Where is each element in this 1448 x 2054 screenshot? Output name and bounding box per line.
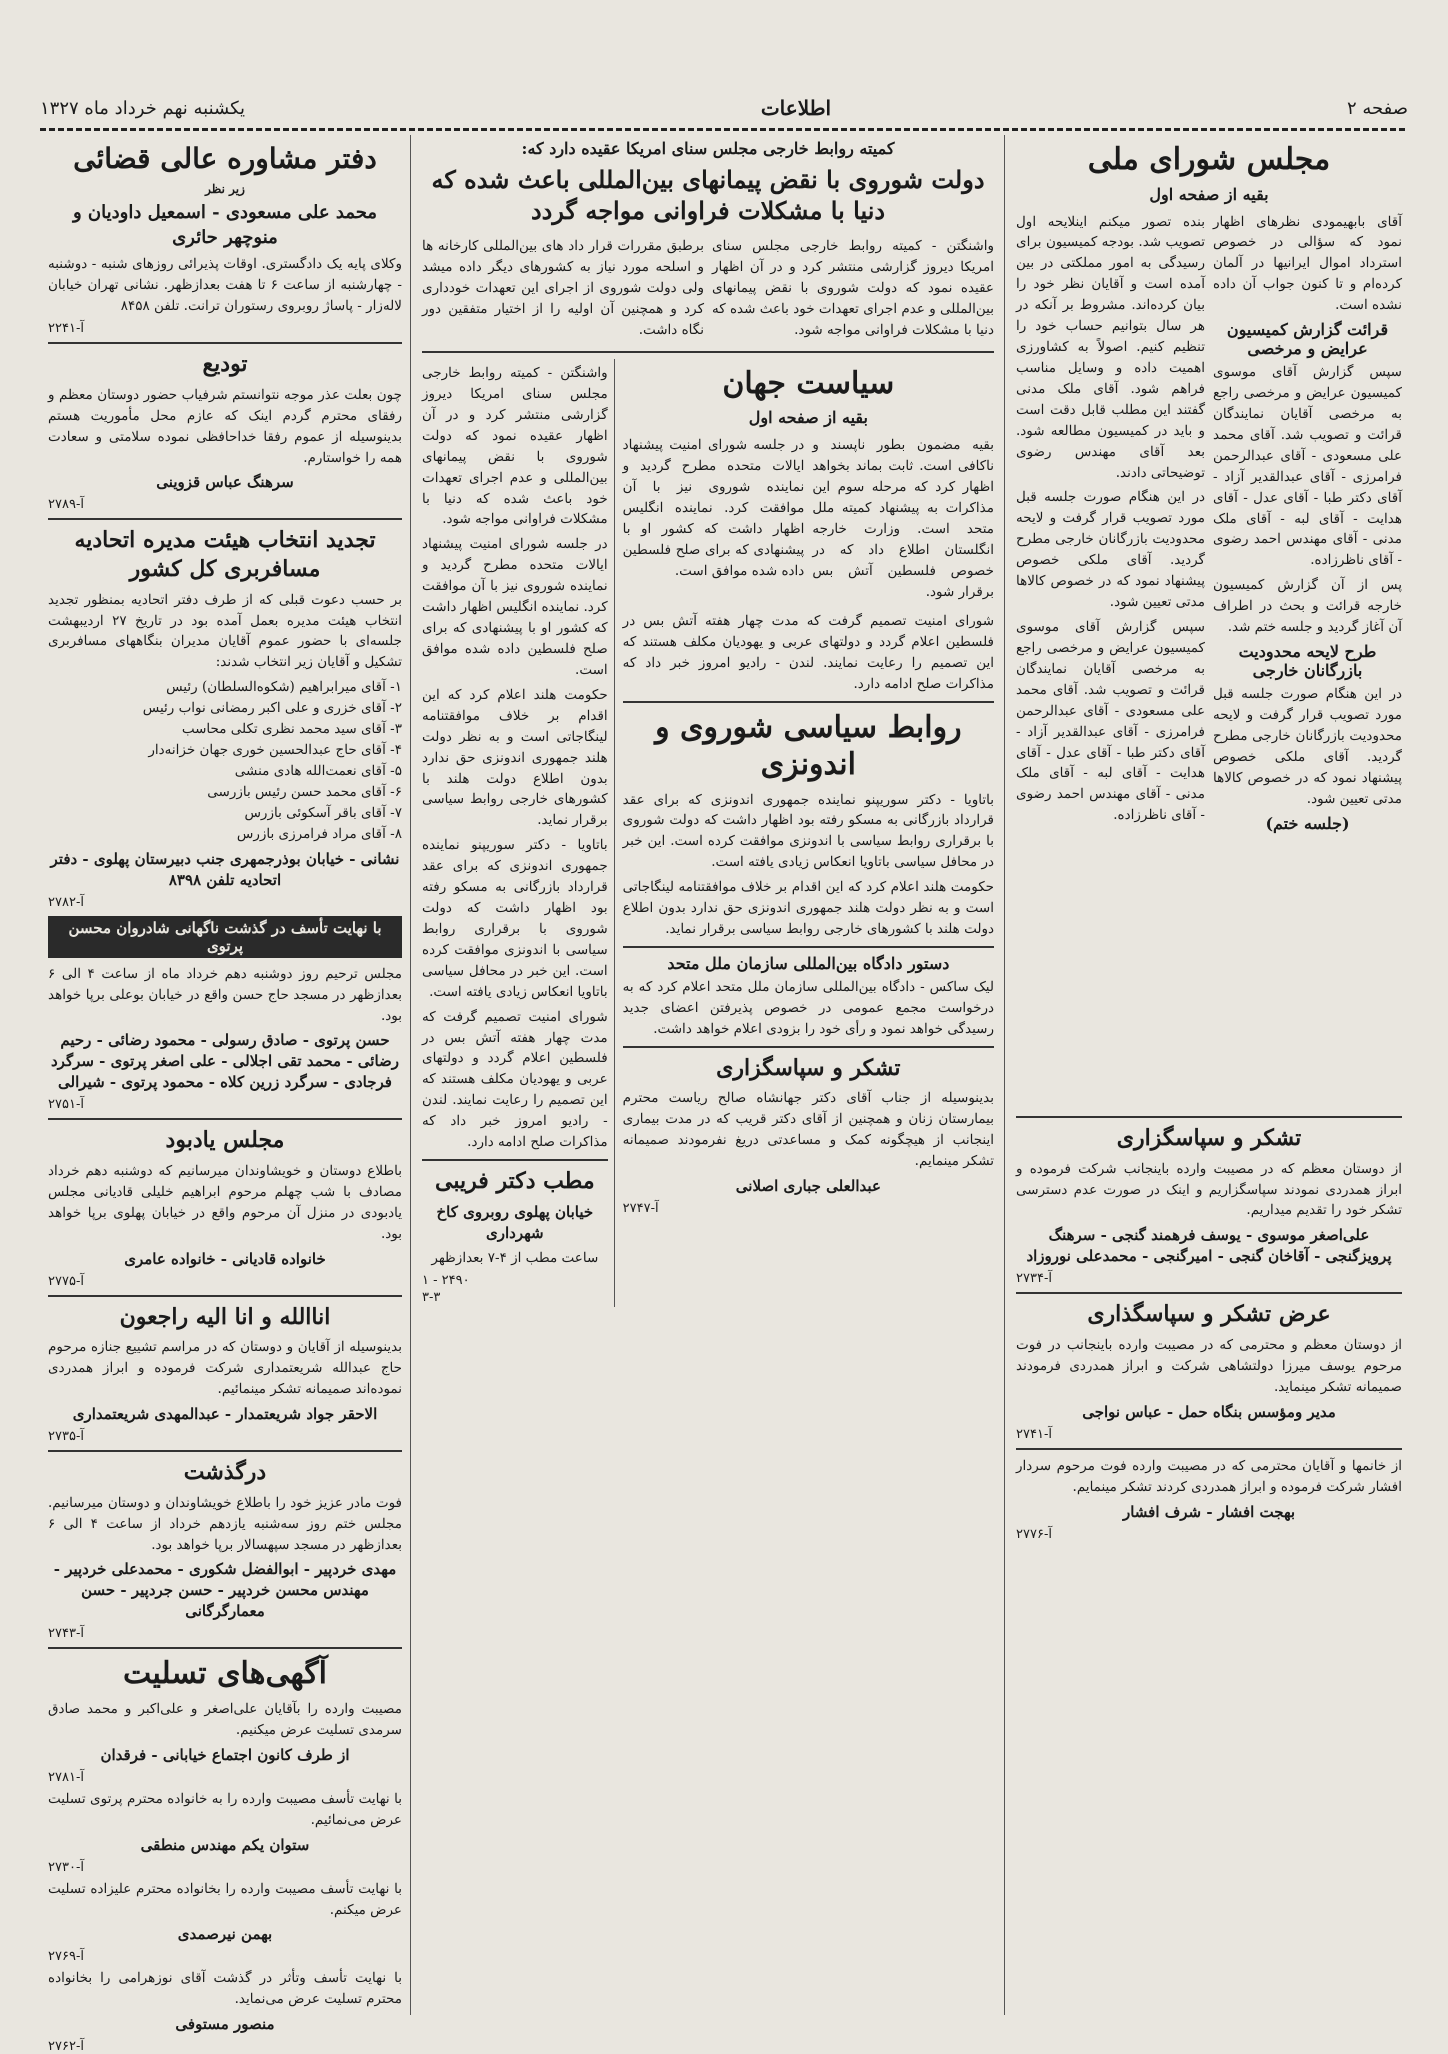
inna-title: اناالله و انا الیه راجعون [119, 1303, 331, 1330]
parliament-sub-1: قرائت گزارش کمیسیون عرایض و مرخصی [1226, 320, 1389, 359]
inna-code: آ-۲۷۳۵ [48, 1429, 84, 1445]
world-news-column [416, 135, 1000, 2015]
condolence-4-sign: منصور مستوفی [175, 2015, 275, 2034]
clinic-hours: ساعت مطب از ۴-۷ بعدازظهر [431, 1249, 599, 1266]
indonesia-body-d: باتاویا - دکتر سوریپنو نماینده جمهوری اندونزی که برای عقد قرارداد بازرگانی به مسکو رفته بود اظهار داشت که دولت شوروی با برقراری روابط سیاسی با اندونزی موافقت کرده است. این خبر در محافل سیاسی باتاویا انعکاس زیادی یافته است. [622, 791, 994, 871]
center-thanks-title: تشکر و سپاسگزاری [716, 1054, 901, 1081]
mourning-body: مجلس ترحیم روز دوشنبه دهم خرداد ماه از ساعت ۴ الی ۶ بعدازظهر در مسجد حاج حسن واقع در خیابان بوعلی برپا خواهد بود. [48, 965, 402, 1024]
memorial-body: باطلاع دوستان و خویشاوندان میرسانیم که دوشنبه دهم خرداد مصادف با شب چهلم مرحوم ابراهیم خلیلی قادیانی مجلس یادبودی در منزل آن مرحوم واقع در خیابان پهلوی برپا خواهد بود. [48, 1163, 402, 1242]
world-side-body-3: حکومت هلند اعلام کرد که این اقدام بر خلاف موافقتنامه لینگاجاتی است و به نظر دولت هلند جمهوری اندونزی حق ندارد بدون اطلاع دولت هلند با کشورهای خارجی روابط سیاسی برقرار نماید. [422, 686, 608, 829]
thanks1-names: علی‌اصغر موسوی - یوسف فرهمند گنجی - سرهنگ پرویزگنجی - آقاخان گنجی - امیرگنجی - محمدعلی نوروزاد [1026, 1226, 1392, 1266]
farewell-code: آ-۲۷۸۹ [48, 497, 84, 513]
soviet-headline: دولت شوروی با نقض پیمانهای بین‌المللی باعث شده که دنیا با مشکلات فراوانی مواجه گردد [431, 165, 985, 226]
mourning-bar: با نهایت تأسف در گذشت ناگهانی شادروان محسن پرتوی [48, 916, 402, 958]
condolence-4: با نهایت تأسف وتأثر در گذشت آقای نوزهرامی را بخانواده محترم تسلیت عرض می‌نماید. [48, 1970, 402, 2008]
page-number: صفحه ۲ [1346, 97, 1408, 119]
world-side-body-2: در جلسه شورای امنیت پیشنهاد ایالات متحده مطرح گردید و نماینده شوروی نیز با آن موافقت کرد. نماینده انگلیس اظهار داشت که کشور او با پیشنهادی که برای صلح فلسطین داده شده موافق است. [422, 536, 608, 678]
memorial-sign: خانواده قادیانی - خانواده عامری [124, 1249, 326, 1268]
mourning-names: حسن پرتوی - صادق رسولی - محمود رضائی - رحیم رضائی - محمد تقی اجلالی - علی اصغر پرتوی - سرگرد فرجادی - سرگرد زرین کلاه - محمود پرتوی - شیرالی [50, 1031, 399, 1092]
election-list-item-3: ۳- آقای سید محمد نظری تکلی محاسب [181, 721, 402, 738]
condolence-title: آگهی‌های تسلیت [123, 1656, 327, 1692]
parliament-sub-2: طرح لایحه محدودیت بازرگانان خارجی [1238, 642, 1377, 681]
soviet-lead-2: برطبق مقررات قرار داد های بین‌المللی کارخانه ها و اسلحه مورد نیاز به کشورهای دیگر داده میشد ولی دولت شوروی از اجرای این تعهدات خودداری کرد و همچنین آن اولیه را از اختیار متفقین دور نگاه داشت. [422, 238, 704, 339]
masthead [40, 90, 1408, 126]
condolence-2-code: آ-۲۷۳۰ [48, 1859, 84, 1875]
condolence-1-sign: از طرف کانون اجتماع خیابانی - فرقدان [100, 1745, 350, 1764]
condolence-2-sign: ستوان یکم مهندس منطقی [140, 1835, 310, 1854]
election-list-item-1: ۱- آقای میرابراهیم (شکوه‌السلطان) رئیس [166, 679, 402, 696]
parliament-sub-3: (جلسه ختم) [1265, 813, 1350, 833]
thanks2-body: از دوستان معظم و محترمی که در مصیبت وارده باینجانب در فوت مرحوم یوسف میرزا دولتشاهی شرکت و ابراز همدردی فرمودند صمیمانه تشکر مینماید. [1016, 1336, 1402, 1395]
death-body: فوت مادر عزیز خود را باطلاع خویشاوندان و دوستان میرسانیم. مجلس ختم روز سه‌شنبه یازدهم خرداد از ساعت ۴ الی ۶ بعدازظهر در مسجد سپهسالار برپا خواهد بود. [48, 1494, 402, 1553]
clinic-code-2: ۳-۳ [422, 1289, 441, 1305]
thanks1-title: تشکر و سپاسگزاری [1116, 1125, 1302, 1151]
parliament-body-3: پس از آن گزارش کمیسیون خارجه قرائت و بحث در اطراف آن آغاز گردید و جلسه ختم شد. [1213, 577, 1402, 636]
thanks1-body: از دوستان معظم که در مصیبت وارده باینجانب شرکت فرموده و ابراز همدردی نمودند سپاسگزاریم و اینک در صورت عدم دسترسی تشکر خود را تقدیم میداریم. [1016, 1160, 1402, 1219]
indonesia-body-e: حکومت هلند اعلام کرد که این اقدام بر خلاف موافقتنامه لینگاجاتی است و به نظر دولت هلند جمهوری اندونزی حق ندارد بدون اطلاع دولت هلند با کشورهای خارجی روابط سیاسی برقرار نماید. [622, 879, 994, 938]
election-address: نشانی - خیابان بوذرجمهری جنب دبیرستان پهلوی - دفتر اتحادیه تلفن ۸۳۹۸ [50, 849, 400, 889]
soviet-lead: واشنگتن - کمیته روابط خارجی مجلس سنای امریکا دیروز گزارشی منتشر کرد و در آن اظهار عقیده نمود که دولت شوروی با نقض پیمانهای بین‌المللی و عدم اجرای تعهدات خود باعث شده که دنیا با مشکلات فراوانی مواجه شود. [712, 238, 994, 339]
mourning-code: آ-۲۷۵۱ [48, 1097, 84, 1113]
thanks2-sign: مدیر ومؤسس بنگاه حمل - عباس نواجی [1082, 1402, 1336, 1421]
condolence-1: مصیبت وارده را بآقایان علی‌اصغر و علی‌اکبر و محمد صادق سرمدی تسلیت عرض میکنیم. [48, 1700, 402, 1738]
farewell-body: چون بعلت عذر موجه نتوانستم شرفیاب حضور دوستان معظم و رفقای محترم گردم اینک که عازم محل مأموریت هستم بدینوسیله از عموم رفقا خداحافظی نموده سلامتی و سعادت همه را خواستارم. [48, 386, 402, 466]
thanks1-code: آ-۲۷۳۴ [1016, 1271, 1052, 1287]
world-politics-subtitle: بقیه از صفحه اول [748, 408, 868, 428]
thanks3-body: از خانمها و آقایان محترمی که در مصیبت وارده فوت مرحوم سردار افشار شرکت فرموده و ابراز همدردی کردند تشکر مینمایم. [1016, 1457, 1402, 1495]
clinic-title: مطب دکتر فریبی [435, 1168, 595, 1195]
election-list-item-4: ۴- آقای حاج عبدالحسین خوری جهان خزانه‌دار [148, 742, 402, 759]
office-title: دفتر مشاوره عالی قضائی [73, 142, 377, 175]
memorial-code: آ-۲۷۷۵ [48, 1273, 84, 1289]
parliament-title: مجلس شورای ملی [1087, 142, 1331, 177]
death-names: مهدی خردپیر - ابوالفضل شکوری - محمدعلی خردپیر - مهندس محسن خردپیر - حسن جردپیر - حسن معمارگرگانی [53, 1560, 397, 1621]
parliament-body-4: در این هنگام صورت جلسه قبل مورد تصویب قرار گرفت و لایحه محدودیت بازرگانان خارجی مطرح گردید. آقای ملکی خصوص پیشنهاد نمود که در خصوص کالاها مدتی تعیین شود. [1213, 686, 1402, 807]
election-code: آ-۲۷۸۲ [48, 894, 84, 910]
clinic-code: ۱ - ۲۴۹۰ [422, 1272, 470, 1288]
soviet-kicker: کمیته روابط خارجی مجلس سنای امریکا عقیده دارد که: [521, 139, 895, 158]
column-divider-2 [410, 135, 411, 2015]
office-names: محمد علی مسعودی - اسمعیل داودیان و منوچهر حائری [72, 202, 378, 249]
election-list-item-6: ۶- آقای محمد حسن رئیس بازرسی [207, 783, 402, 800]
indonesia-headline: روابط سیاسی شوروی و اندونزی [655, 709, 962, 783]
election-body: بر حسب دعوت قبلی که از طرف دفتر اتحادیه بمنظور تجدید انتخاب هیئت مدیره بعمل آمده بود در تاریخ ۲۷ اردیبهشت جلسه‌ای با حضور عموم آقایان مدیران بنگاههای مسافربری تشکیل و آقایان زیر انتخاب شدند: [48, 591, 402, 671]
clinic-address: خیابان پهلوی روبروی کاخ شهرداری [436, 1202, 594, 1242]
death-code: آ-۲۷۴۳ [48, 1626, 84, 1642]
election-list-item-7: ۷- آقای باقر آسکوئی بازرس [244, 804, 402, 821]
center-thanks-sign: عبدالعلی جباری اصلانی [735, 1177, 881, 1196]
inna-body: بدینوسیله از آقایان و دوستان که در مراسم تشییع جنازه مرحوم حاج عبدالله شریعتمداری شرکت فرموده و ابراز همدردی نموده‌اند صمیمانه تشکر مینمائیم. [48, 1339, 402, 1398]
parliament-body-col2b: در این هنگام صورت جلسه قبل مورد تصویب قرار گرفت و لایحه محدودیت بازرگانان خارجی مطرح گردید. آقای ملکی خصوص پیشنهاد نمود که در خصوص کالاها مدتی تعیین شود. [1016, 489, 1205, 611]
death-title: درگذشت [183, 1459, 267, 1486]
ads-column [42, 135, 408, 2054]
election-title: تجدید انتخاب هیئت مدیره اتحادیه مسافربری کل کشور [74, 527, 376, 583]
election-list-item-2: ۲- آقای خزری و علی اکبر رمضانی نواب رئیس [142, 700, 402, 717]
parliament-subtitle: بقیه از صفحه اول [1149, 184, 1269, 204]
parliament-body-1: آقای بابهیمودی نظرهای اظهار نمود که سؤالی در خصوص استرداد اموال ایرانیها در آلمان کرده‌ام و تا کنون جواب آن داده نشده است. [1213, 213, 1402, 314]
farewell-sign: سرهنگ عباس قزوینی [156, 473, 294, 492]
column-divider-1 [1004, 135, 1005, 2015]
thanks3-code: آ-۲۷۷۶ [1016, 1526, 1052, 1542]
memorial-title: مجلس یادبود [165, 1127, 285, 1154]
top-rule [40, 128, 1408, 131]
center-thanks-code: آ-۲۷۴۷ [622, 1201, 659, 1217]
parliament-body-col2c: سپس گزارش آقای موسوی کمیسیون عرایض و مرخصی راجع به مرخصی آقایان نمایندگان قرائت و تصویب شد. آقای محمد علی مسعودی - آقای عبدالرحمن فرامرزی - آقای عبدالقدیر آزاد - آقای دکتر طبا - آقای عدل - آقای هدایت - آقای لبه - آقای ملک مدنی - آقای مهندس احمد رضوی - آقای ناظرزاده. [1016, 619, 1205, 824]
inna-sign: الاحقر جواد شریعتمدار - عبدالمهدی شریعتمداری [72, 1405, 378, 1424]
issue-date: یکشنبه نهم خرداد ماه ۱۳۲۷ [40, 97, 246, 119]
world-side-body-1: واشنگتن - کمیته روابط خارجی مجلس سنای امریکا دیروز گزارشی منتشر کرد و در آن اظهار عقیده نمود که دولت شوروی با نقض پیمانهای بین‌المللی و عدم اجرای تعهدات خود باعث شده که دنیا با مشکلات فراوانی مواجه شود. [422, 364, 608, 528]
election-list-item-8: ۸- آقای مراد فرامرزی بازرس [236, 825, 402, 842]
thanks2-code: آ-۲۷۴۱ [1016, 1426, 1052, 1442]
condolence-3-code: آ-۲۷۶۹ [48, 1949, 84, 1965]
paper-name: اطلاعات [760, 96, 832, 120]
office-code: آ-۲۲۴۱ [48, 321, 84, 337]
parliament-body-2: سپس گزارش آقای موسوی کمیسیون عرایض و مرخصی راجع به مرخصی آقایان نمایندگان قرائت و تصویب شد. آقای محمد علی مسعودی - آقای عبدالرحمن فرامرزی - آقای عبدالقدیر آزاد - آقای دکتر طبا - آقای عدل - آقای هدایت - آقای لبه - آقای ملک مدنی - آقای مهندس احمد رضوی - آقای ناظرزاده. [1213, 364, 1402, 569]
thanks-ads-column [1010, 1110, 1408, 2015]
election-list-item-5: ۵- آقای نعمت‌الله هادی منشی [234, 762, 402, 779]
thanks2-title: عرض تشکر و سپاسگذاری [1087, 1301, 1331, 1328]
condolence-2: با نهایت تأسف مصیبت وارده را به خانواده محترم پرتوی تسلیت عرض می‌نمائیم. [48, 1790, 402, 1828]
parliament-body-col2: بنده تصور میکنم اینلایحه اول تصویب شد. بودجه کمیسیون برای رسیدگی به امور مملکتی در بین آمده است و آقایان نظر خود را بیان کرده‌اند. مشروط بر آنکه در هر سال بتوانیم حساب خود را تنظیم کنیم. اصولاً به کشاورزی اهمیت داده و وسایل مناسب فراهم شود. آقای ملک مدنی گفتند این مطلب قابل دقت است و باید در کمیسیون مطالعه شود. بعد آقای مهندس رضوی توضیحاتی دادند. [1016, 213, 1205, 481]
world-body-a: بقیه مضمون بطور ناپسند و ناکافی است. ثابت بماند بخواهد اظهار کرد که مرحله سوم این مذاکرات به پیشنهاد کمیته ملل متحد است. وزارت خارجه انگلستان اطلاع داد که در خصوص فلسطین آتش بس برقرار شود. [812, 437, 994, 600]
condolence-1-code: آ-۲۷۸۱ [48, 1769, 84, 1785]
un-court-body: لیک ساکس - دادگاه بین‌المللی سازمان ملل متحد اعلام کرد که به درخواست مجمع عمومی در خصوص پذیرفتن اعضای جدید رسیدگی خواهد نمود و رأی خود را بزودی اعلام خواهد داشت. [622, 979, 994, 1037]
condolence-3-sign: بهمن نیرصمدی [177, 1925, 273, 1944]
condolence-3: با نهایت تأسف مصیبت وارده را بخانواده محترم علیزاده تسلیت عرض میکنم. [48, 1880, 402, 1918]
world-politics-title: سیاست جهان [722, 365, 895, 401]
world-side-body-4: باتاویا - دکتر سوریپنو نماینده جمهوری اندونزی که برای عقد قرارداد بازرگانی به مسکو رفته بود اظهار داشت که دولت شوروی با برقراری روابط سیاسی با اندونزی موافقت کرده است. این خبر در محافل سیاسی باتاویا انعکاس زیادی یافته است. [422, 837, 608, 1000]
farewell-title: تودیع [202, 351, 248, 378]
world-body-c: شورای امنیت تصمیم گرفت که مدت چهار هفته آتش بس در فلسطین اعلام گردد و دولتهای عربی و یهودیان مکلف هستند که این تصمیم را رعایت نمایند. لندن - رادیو امروز خبر داد که مذاکرات صلح ادامه دارد. [622, 612, 994, 692]
world-side-body-5: شورای امنیت تصمیم گرفت که مدت چهار هفته آتش بس در فلسطین اعلام گردد و دولتهای عربی و یهودیان مکلف هستند که این تصمیم را رعایت نمایند. لندن - رادیو امروز خبر داد که مذاکرات صلح ادامه دارد. [422, 1008, 608, 1151]
thanks3-sign: بهجت افشار - شرف افشار [1122, 1502, 1296, 1521]
office-body: وکلای پایه یک دادگستری. اوقات پذیرائی روزهای شنبه - دوشنبه - چهارشنبه از ساعت ۶ تا هفت بعدازظهر. نشانی تهران خیابان لاله‌زار - پاساژ روبروی رستوران ترانت. تلفن ۸۴۵۸ [48, 256, 402, 315]
world-body-b: در جلسه شورای امنیت پیشنهاد ایالات متحده مطرح گردید و نماینده شوروی نیز با آن موافقت کرد. نماینده انگلیس اظهار داشت که کشور او با پیشنهادی که برای صلح فلسطین داده شده موافق است. [622, 437, 805, 580]
office-subtitle: زیر نظر [205, 182, 245, 196]
condolence-4-code: آ-۲۷۶۲ [48, 2039, 84, 2054]
un-court-title: دستور دادگاه بین‌المللی سازمان ملل متحد [667, 954, 950, 973]
center-thanks-body: بدینوسیله از جناب آقای دکتر جهانشاه صالح ریاست محترم بیمارستان زنان و همچنین از آقای دکتر قریب که در مدت بیماری اینجانب از هیچگونه کمک و مساعدتی دریغ نفرمودند صمیمانه تشکر مینمایم. [622, 1090, 994, 1170]
